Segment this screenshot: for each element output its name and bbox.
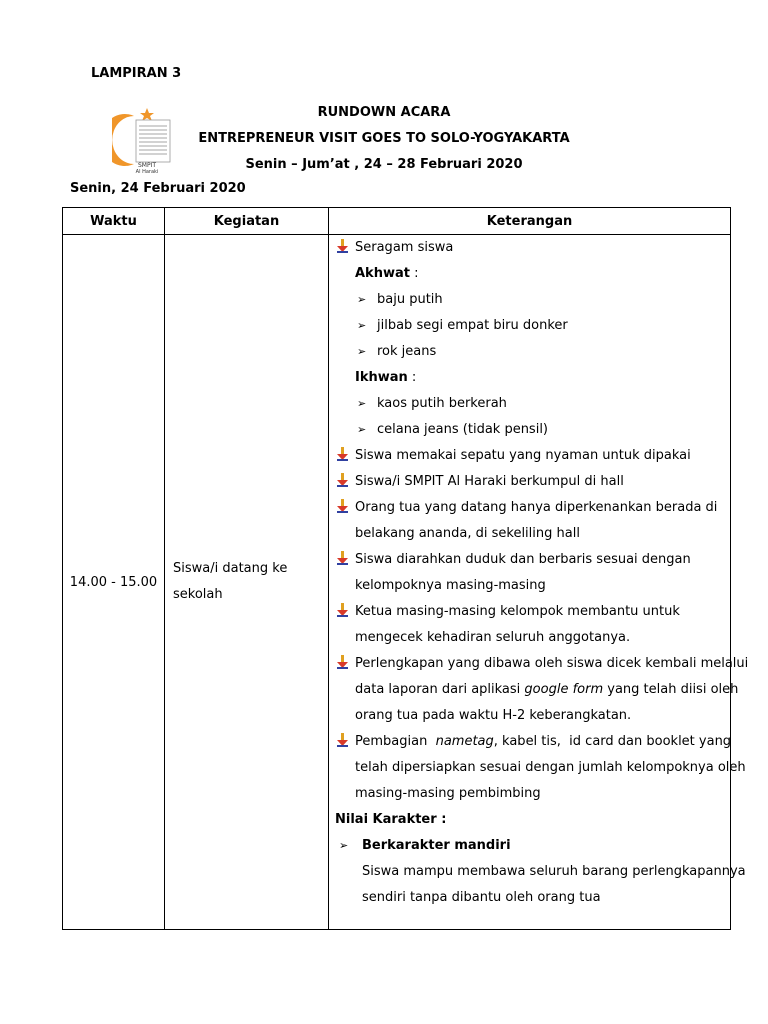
down-arrow-bullet-icon <box>337 443 349 469</box>
down-arrow-bullet-icon <box>337 547 349 573</box>
list-item: Ketua masing-masing kelompok membantu untuk <box>335 599 724 625</box>
logo-text-1: SMPIT <box>137 162 157 169</box>
col-header-waktu: Waktu <box>63 208 165 235</box>
list-item: ➢ celana jeans (tidak pensil) <box>335 417 724 443</box>
list-item: ➢ kaos putih berkerah <box>335 391 724 417</box>
appendix-label: LAMPIRAN 3 <box>91 66 182 81</box>
arrowhead-bullet-icon: ➢ <box>357 293 367 306</box>
akhwat-subheading: Akhwat : <box>355 266 419 281</box>
table-row <box>63 235 731 930</box>
down-arrow-bullet-icon <box>337 495 349 521</box>
rundown-table <box>62 207 749 930</box>
list-item: ➢ rok jeans <box>335 339 724 365</box>
down-arrow-bullet-icon <box>337 599 349 625</box>
title-line-3: Senin – Jum’at , 24 – 28 Februari 2020 <box>245 157 523 172</box>
nilai-karakter-heading: Nilai Karakter : <box>335 812 447 827</box>
list-item-continuation: mengecek kehadiran seluruh anggotanya. <box>355 630 631 645</box>
arrowhead-bullet-icon: ➢ <box>357 319 367 332</box>
list-item: Siswa diarahkan duduk dan berbaris sesuai dengan <box>335 547 724 573</box>
cell-keterangan <box>329 235 749 930</box>
down-arrow-bullet-icon <box>337 651 349 677</box>
col-header-kegiatan: Kegiatan <box>165 208 329 235</box>
list-item-continuation: kelompoknya masing-masing <box>355 578 546 593</box>
col-header-keterangan: Keterangan <box>329 208 731 235</box>
list-item: Siswa memakai sepatu yang nyaman untuk dipakai <box>335 443 724 469</box>
arrowhead-bullet-icon: ➢ <box>357 397 367 410</box>
title-line-1: RUNDOWN ACARA <box>317 105 451 120</box>
down-arrow-bullet-icon <box>337 729 349 755</box>
list-item: Pembagian nametag, kabel tis, id card dan booklet yang <box>335 729 724 755</box>
list-item-continuation: belakang ananda, di sekeliling hall <box>355 526 580 541</box>
kegiatan-line: sekolah <box>173 587 223 602</box>
ikhwan-subheading: Ikhwan : <box>355 370 417 385</box>
list-item-continuation: masing-masing pembimbing <box>355 786 541 801</box>
list-item: ➢ jilbab segi empat biru donker <box>335 313 724 339</box>
arrowhead-bullet-icon: ➢ <box>339 839 349 852</box>
logo-text-2: Al Haraki <box>135 169 159 174</box>
table-header-row <box>63 208 731 235</box>
list-item: ➢ baju putih <box>335 287 724 313</box>
karakter-description: sendiri tanpa dibantu oleh orang tua <box>362 890 601 905</box>
karakter-description: Siswa mampu membawa seluruh barang perlengkapannya <box>362 864 746 879</box>
arrowhead-bullet-icon: ➢ <box>357 423 367 436</box>
cell-kegiatan <box>165 235 329 930</box>
list-item-continuation: orang tua pada waktu H-2 keberangkatan. <box>355 708 632 723</box>
list-item: Siswa/i SMPIT Al Haraki berkumpul di hall <box>335 469 724 495</box>
title-line-2: ENTREPRENEUR VISIT GOES TO SOLO-YOGYAKARTA <box>198 131 570 146</box>
list-item-continuation: telah dipersiapkan sesuai dengan jumlah kelompoknya oleh <box>355 760 746 775</box>
list-item-continuation: data laporan dari aplikasi google form yang telah diisi oleh <box>355 682 739 697</box>
list-item: Perlengkapan yang dibawa oleh siswa dicek kembali melalui <box>335 651 724 677</box>
list-item: Orang tua yang datang hanya diperkenankan berada di <box>335 495 724 521</box>
day-heading: Senin, 24 Februari 2020 <box>70 181 246 196</box>
down-arrow-bullet-icon <box>337 235 349 261</box>
cell-waktu: 14.00 - 15.00 <box>63 235 165 930</box>
list-item: Seragam siswa <box>335 235 724 261</box>
down-arrow-bullet-icon <box>337 469 349 495</box>
arrowhead-bullet-icon: ➢ <box>357 345 367 358</box>
karakter-item: ➢ Berkarakter mandiri <box>335 833 724 859</box>
kegiatan-line: Siswa/i datang ke <box>173 561 288 576</box>
